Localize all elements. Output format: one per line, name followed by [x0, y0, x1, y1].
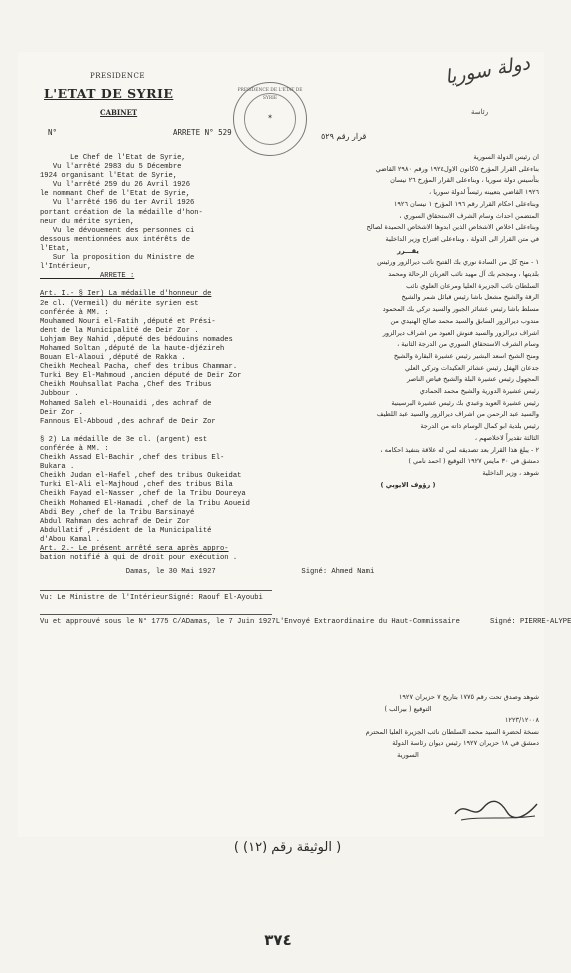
official-seal [233, 82, 307, 156]
french-text-line: Cheikh Fayad el-Nasser ,chef de la Tribu Doureya [40, 490, 246, 499]
french-date-line: Damas, le 30 Mai 1927 [40, 568, 216, 576]
arrete-number: ARRETE N° 529 [173, 128, 232, 137]
arabic-bottom-line: السورية [397, 750, 419, 759]
page-number: ٣٧٤ [264, 931, 292, 949]
french-text-line: Cheikh Mohamed El-Hamadi ,chef de la Tribu Aoueid [40, 499, 250, 508]
french-text-line: Cheikh Mouhsallat Pacha ,Chef des Tribus [40, 381, 212, 390]
arabic-text-line: اشراف ديرالزور والسيد فنوش العبود من اشراف ديرالزور [382, 328, 539, 337]
arabic-text-line: بلديتها ، ومجحم بك آل مهيد نائب العربان الرحالة ومحمد [388, 270, 539, 279]
cabinet-header: CABINET [100, 108, 138, 117]
french-text-line: Vu l'arrêté 2983 du 5 Décembre [40, 163, 182, 172]
arabic-text-line: بتأسيس دولة سوريا ، وبناءعلى القرار المؤرخ ٢٦ نيسان [390, 176, 539, 185]
handwritten-signature [451, 794, 541, 824]
french-text-line: Mouhamed Nouri el-Fatih ,député et Prési- [40, 317, 216, 326]
arabic-text-line: جدعان الهفل رئيس عشائر العكيدات وتركي العلي [404, 363, 539, 372]
french-vu-line: Vu: Le Ministre de l'Intérieur [40, 594, 169, 602]
arabic-emblem-title: دولة سوريا [443, 52, 532, 89]
french-text-line: Jubbour . [40, 390, 79, 399]
arabic-text-line: السلطان نائب الجزيرة العليا ومرعان العلوي نائب [406, 281, 539, 290]
arabic-bottom-line: دمشق في ١٨ حزيران ١٩٢٧ رئيس ديوان رئاسة الدولة [392, 739, 539, 747]
french-text-line: conférée à MM. : [40, 308, 109, 317]
arabic-text-line: ان رئيس الدولة السورية [473, 153, 539, 161]
french-text-line: Abdi Bey ,chef de la Tribu Barsinayé [40, 508, 195, 517]
french-body-text [40, 154, 294, 563]
arabic-bottom-block [277, 692, 539, 761]
arabic-bottom-line: ١٢٢٣/١٢٠٠٨ [504, 716, 539, 724]
french-text-line: Bouan El-Alaoui ,député de Rakka . [40, 354, 186, 363]
arabic-text-line: المجهول رئيس عشيرة البلة والشيخ فياض الناصر [407, 375, 539, 384]
french-text-line [40, 281, 294, 290]
french-text-line: Bukara . [40, 463, 75, 472]
french-text-line: 1924 organisant l'Etat de Syrie, [40, 172, 178, 181]
french-text-line: Mohamed Soltan ,député de la haute-djézireh [40, 344, 225, 353]
arabic-decree-number: قرار رقم ٥٢٩ [321, 132, 367, 141]
arabic-text-line: في متن القرار الى الدولة ، وبناءعلى اقتراح وزير الداخلية [385, 234, 539, 243]
french-text-line: Turki Bey El-Mahmoud ,ancien député de Deir Zor [40, 372, 242, 381]
french-text-line: d'Abou Kamal . [40, 535, 100, 544]
arabic-text-line: ( رؤوف الايوبي ) [380, 480, 436, 489]
french-text-line: Abdullatif ,Président de la Municipalité [40, 526, 212, 535]
arabic-text-line: رئيس عشيرة العويد وعبدي بك رئيس عشيرة البرسينية [391, 398, 539, 407]
arabic-text-line: رئيس بلدية ابو كمال الوسام ذاته من الدرجة [420, 422, 539, 431]
arabic-text-line: ١٩٢٦ القاضي بتعيينه رئيساً لدولة سوريا ، [429, 188, 539, 197]
french-approval-block [40, 618, 571, 627]
french-text-line: 2e cl. (Vermeil) du mérite syrien est [40, 299, 199, 308]
arabic-text-line: بناءعلى القرار المؤرخ ٥كانون الاول١٩٢٤ ورقم ٢٩٨٠ القاضي [375, 164, 539, 173]
arabic-text-line: شوهد ، وزير الداخلية [482, 468, 539, 477]
arabic-bottom-line: التوقيع ( بيرالب ) [384, 704, 432, 713]
french-approval-line: Damas, le 7 Juin 1927 [185, 618, 276, 626]
french-text-line: Le Chef de l'Etat de Syrie, [40, 154, 186, 162]
french-text-line: § 2) La médaille de 3e cl. (argent) est [40, 435, 208, 444]
divider [40, 590, 272, 591]
french-text-line: Cheikh Judan el-Hafel ,chef des tribus Oukeidat [40, 472, 242, 481]
seal-star: ✶ [267, 113, 273, 121]
french-text-line: portant création de la médaille d'hon- [40, 208, 203, 217]
french-text-line: Abdul Rahman des achraf de Deir Zor [40, 517, 190, 526]
french-text-line: Sur la proposition du Ministre de [40, 254, 195, 263]
arabic-body-text [277, 152, 539, 491]
french-approval-line: Vu et approuvé sous le N° 1775 C/A [40, 618, 186, 626]
arabic-text-line: يقـــرر [397, 246, 419, 255]
arabic-text-line: مسلط باشا رئيس عشائر الجبور والسيد تركي بك المحمود [382, 305, 539, 314]
french-text-line: Fannous El-Abboud ,des achraf de Deir Zor [40, 417, 216, 426]
french-date-line: Signé: Ahmed Nami [215, 568, 375, 576]
french-text-line: Cheikh Mecheal Pacha, chef des tribus Chammar. [40, 363, 238, 372]
french-text-line: l'Etat, [40, 244, 70, 253]
arabic-text-line: المتضمن احداث وسام الشرف الاستحقاق السوري ، [399, 211, 539, 220]
arabic-text-line: وبناءعلى احكام القرار رقم ١٩٦ المؤرخ ١ نيسان ١٩٢٦ [393, 199, 539, 208]
french-text-line: Art. I.- § Ier) La médaille d'honneur de [40, 290, 212, 299]
document-sheet [18, 52, 571, 837]
arabic-text-line: والسيد عبد الرحمن من اشراف ديرالزور والسيد عبد اللطيف [376, 410, 539, 419]
french-text-line: Vu le dévouement des personnes ci [40, 226, 195, 235]
french-minister-vu [40, 594, 294, 603]
french-date-signature [40, 568, 375, 577]
presidence-header: PRESIDENCE [90, 72, 145, 80]
french-text-line: Vu l'arrêté 259 du 26 Avril 1926 [40, 181, 190, 190]
french-text-line: bation notifié à qui de droit pour exécution . [40, 554, 238, 563]
french-approval-line: L'Envoyé Extraordinaire du Haut- [275, 618, 413, 626]
arabic-text-line: الثالثة تقديراً لاخلاصهم ، [474, 433, 539, 442]
document-caption: ( الوثيقة رقم (١٢) ) [233, 840, 342, 855]
french-text-line [40, 427, 294, 436]
arabic-text-line: وبناءعلى اخلاص الاشخاص الذين ابدوها الاشخاص الحميدة لصالح [366, 223, 539, 232]
arabic-text-line: وسام الشرف الاستحقاق السوري من الدرجة الثانية ، [397, 340, 539, 349]
french-text-line: le nommant Chef de l'Etat de Syrie, [40, 190, 190, 199]
french-text-line: neur du mérite syrien, [40, 217, 135, 226]
arabic-emblem-sub: رئاسة [471, 108, 489, 116]
french-text-line: Mohamed Saleh el-Hounaidi ,des achraf de [40, 399, 212, 408]
french-approval-line: Signé: PIERRE-ALYPE [459, 618, 571, 626]
divider [40, 614, 272, 615]
french-text-line: Lohjam Bey Nahid ,député des bédouins nomades [40, 335, 233, 344]
arabic-text-line: رئيس عشيرة الدورية والشيخ محمد الحمادي [419, 387, 539, 396]
french-text-line: Deir Zor . [40, 408, 83, 417]
arabic-text-line: دمشق في ٣٠ مايس ١٩٢٧ التوقيع ( احمد نامي ) [408, 457, 539, 466]
arabic-bottom-line: شوهد وصدق تحت رقم ١٧٧٥ بتاريخ ٧ حزيران ١٩٢٧ [398, 693, 539, 701]
french-vu-line: Signé: Raouf El-Ayoubi [168, 594, 263, 602]
french-text-line: Art. 2.- Le présent arrêté sera après appro- [40, 545, 229, 554]
french-text-line: Turki El-Ali el-Majhoud ,chef des tribus Bila [40, 481, 233, 490]
french-text-line: dent de la Municipalité de Deir Zor . [40, 326, 199, 335]
arabic-bottom-line: نسخة لحضرة السيد محمد السلطان نائب الجزيرة العليا المحترم [365, 727, 539, 736]
french-text-line: dessous mentionnées aux intérêts de [40, 235, 190, 244]
arabic-text-line: مندوب ديرالزور السابق والسيد محمد صالح الهنيدي من [390, 316, 539, 325]
arabic-text-line: ومنح الشيخ اسعد البشير رئيس عشيرة البقارة والشيخ [393, 351, 539, 360]
french-text-line: Cheikh Assad El-Bachir ,chef des tribus El- [40, 454, 225, 463]
arabic-text-line: الرقة والشيخ مشعل باشا رئيس قبائل شمر والشيخ [401, 293, 539, 302]
seal-text: PRESIDENCE DE L'ETAT DE SYRIE [237, 88, 303, 101]
french-approval-line: Commissaire [412, 618, 460, 626]
arabic-text-line: ١ - منح كل من السادة نوري بك الفتيح نائب ديرالزور ورئيس [377, 258, 539, 267]
etat-header: L'ETAT DE SYRIE [44, 86, 174, 101]
arabic-text-line: ٢ - يبلغ هذا القرار بعد تصديقه لمن له علاقة بتنفيذ احكامه ، [380, 445, 539, 454]
french-text-line: ARRETE : [40, 272, 135, 281]
french-text-line: conférée à MM. : [40, 445, 109, 453]
french-text-line: Vu l'arrêté 196 du 1er Avril 1926 [40, 199, 195, 208]
french-text-line: l'Intérieur, [40, 263, 92, 272]
number-field: N° [48, 128, 58, 137]
